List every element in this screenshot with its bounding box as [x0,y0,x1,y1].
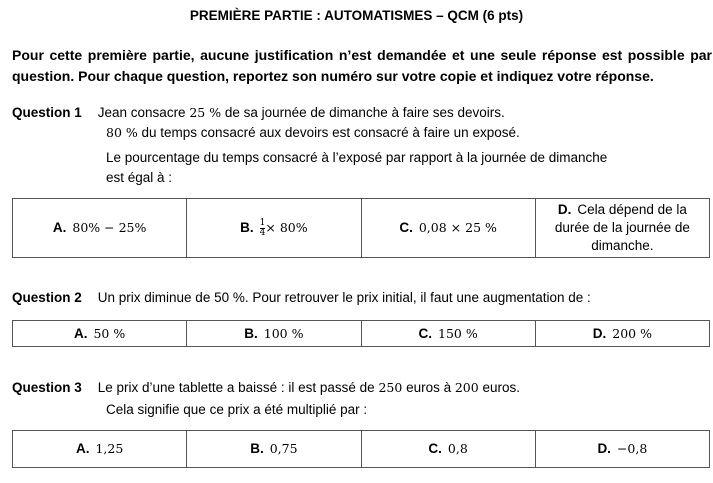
numerator: 1 [259,217,266,228]
answer-c[interactable] [361,199,535,258]
answer-b[interactable] [187,199,361,258]
question-1-line-2 [106,125,520,140]
answer-letter: D. [557,202,572,217]
answer-letter: D. [597,441,611,456]
answer-letter: D. [592,325,607,341]
answer-letter: B. [240,219,254,235]
text: Un prix diminue de 50 %. Pour retrouver le prix initial, il faut une augmentation de : [97,290,591,305]
text: de sa journée de dimanche à faire ses devoirs. [221,105,505,120]
answer-a[interactable] [13,199,187,258]
question-3-line-2: Cela signifie que ce prix a été multiplié par : [106,402,368,417]
answer-d[interactable] [535,431,709,468]
answer-b[interactable] [187,431,361,468]
question-1-line-1 [12,105,505,120]
question-1-line-3: Le pourcentage du temps consacré à l’exposé par rapport à la journée de dimanche [106,150,608,165]
value: 25 % [189,105,222,120]
answer-letter: C. [418,325,433,341]
answer-text: Cela dépend de la durée de la journée de dimanche. [554,202,690,253]
question-3-label: Question 3 [12,380,82,395]
answer-text: 200 % [612,325,652,341]
question-1-answers [12,198,710,258]
answer-letter: B. [250,441,264,456]
answer-text: 0,08 × 25 % [418,220,497,235]
text: Jean consacre [97,105,190,120]
question-2-line [12,290,591,305]
answer-letter: A. [73,325,88,341]
answer-a[interactable] [13,321,187,347]
value: 80 % [106,125,138,140]
answer-letter: C. [428,441,442,456]
answer-text: 0,75 [269,441,298,456]
answer-text: 0,8 [447,441,468,456]
answer-letter: A. [52,220,67,235]
question-2-label: Question 2 [12,290,82,305]
answer-a[interactable] [13,431,187,468]
value: 250 [378,380,403,395]
denominator: 4 [259,227,266,238]
question-1-label: Question 1 [12,105,82,120]
answer-c[interactable] [361,431,535,468]
question-1-line-4: est égal à : [106,170,173,185]
answer-text: × 80% [265,219,308,235]
question-3-answers [12,430,710,468]
text: du temps consacré aux devoirs est consacré à faire un exposé. [137,125,520,140]
answer-text: 1,25 [95,441,124,456]
answer-text: 150 % [438,325,478,341]
answer-text: 100 % [263,325,304,341]
question-3-line-1 [12,380,520,395]
answer-text: 80% − 25% [72,220,147,235]
section-title: PREMIÈRE PARTIE : AUTOMATISMES – QCM (6 pts) [189,8,524,23]
instructions: Pour cette première partie, aucune justification n’est demandée et une seule réponse est possible par question. Pour chaque question, reportez son numéro sur votre copie et indiquez votre réponse. [12,47,712,84]
answer-d[interactable] [535,321,709,347]
answer-letter: B. [244,325,258,341]
answer-text: −0,8 [616,441,648,456]
text: euros à [402,380,455,395]
answer-text: 50 % [93,325,126,341]
answer-d[interactable] [535,199,709,258]
text: Le prix d’une tablette a baissé : il est passé de [97,380,379,395]
text: euros. [478,380,520,395]
value: 200 [454,380,479,395]
answer-b[interactable] [187,321,361,347]
answer-c[interactable] [361,321,535,347]
question-2-answers [12,320,710,347]
answer-letter: C. [399,220,413,235]
answer-letter: A. [75,441,90,456]
